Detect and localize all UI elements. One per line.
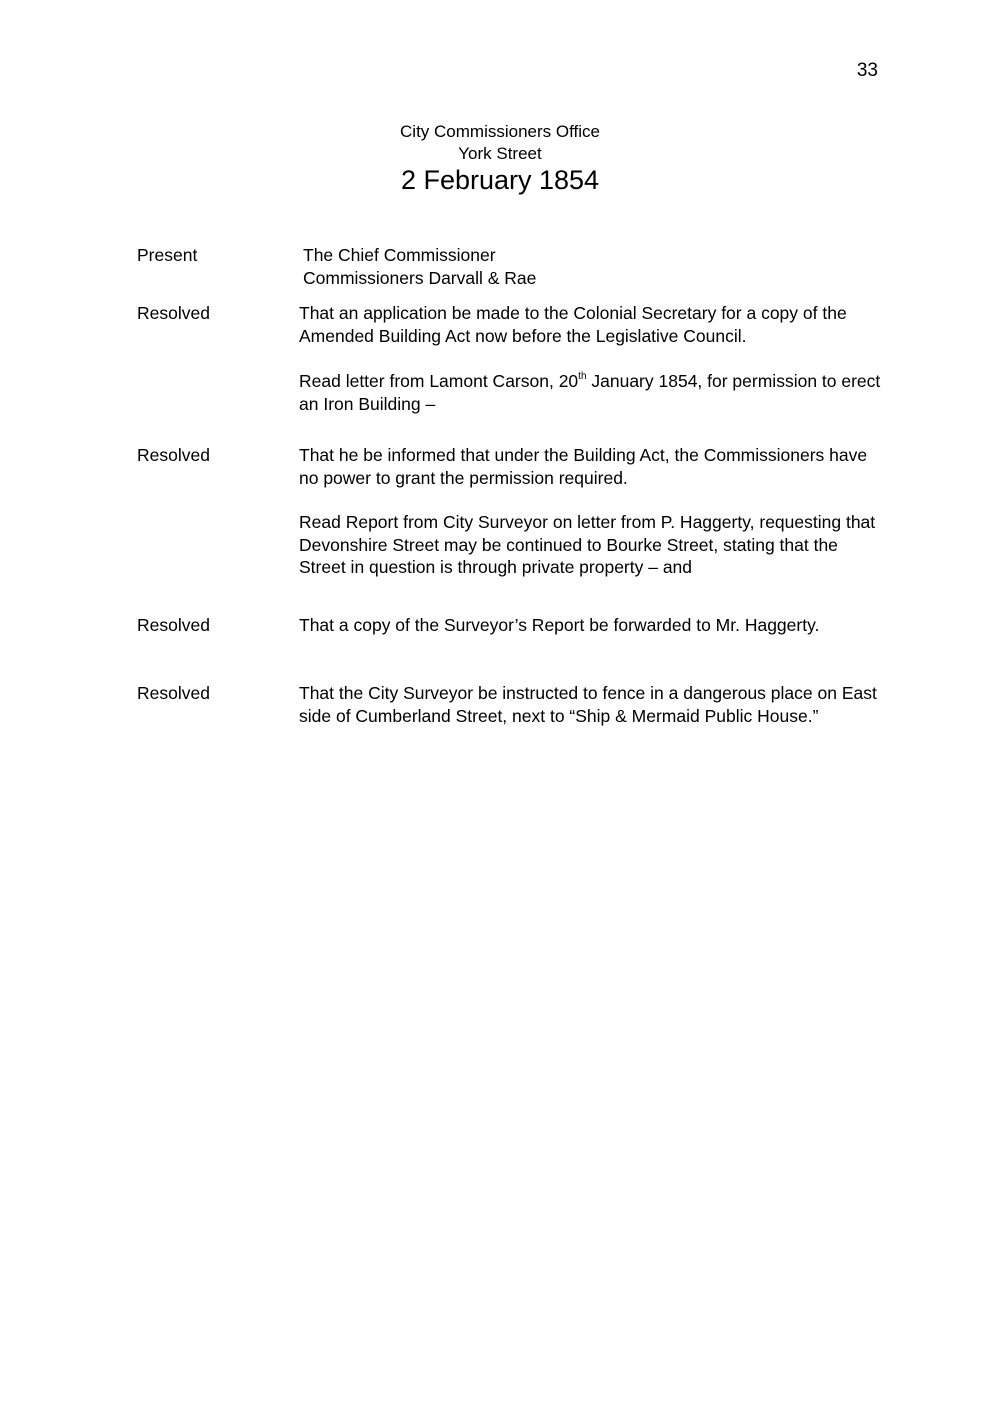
page-number: 33 xyxy=(856,60,878,81)
text-line: Read Report from City Surveyor on letter from P. Haggerty, requesting that xyxy=(299,512,876,532)
resolution-text xyxy=(299,682,939,727)
present-list xyxy=(303,244,943,289)
present-label: Present xyxy=(137,245,198,265)
text-line: That the City Surveyor be instructed to fence in a dangerous place on East xyxy=(299,683,877,703)
text-line: Amended Building Act now before the Legislative Council. xyxy=(299,325,747,346)
text-line xyxy=(299,370,939,393)
text-segment: Read letter from Lamont Carson, 20 xyxy=(299,371,579,391)
text-line: Street in question is through private property – and xyxy=(299,557,693,577)
text-line: That an application be made to the Colonial Secretary for a copy of the xyxy=(299,303,847,323)
resolved-label: Resolved xyxy=(137,615,210,635)
resolution-text xyxy=(299,444,939,489)
text-segment: January 1854, for permission to erect xyxy=(586,371,881,391)
office-name: City Commissioners Office xyxy=(400,122,600,141)
resolution-text xyxy=(299,614,939,637)
superscript: th xyxy=(578,371,587,383)
text-line: an Iron Building – xyxy=(299,393,436,414)
text-line: side of Cumberland Street, next to “Ship & Mermaid Public House.” xyxy=(299,705,819,726)
read-letter-text xyxy=(299,370,939,415)
present-member: Commissioners Darvall & Rae xyxy=(303,267,537,288)
text-line: That he be informed that under the Building Act, the Commissioners have xyxy=(299,445,868,465)
resolved-label: Resolved xyxy=(137,683,210,703)
resolved-label: Resolved xyxy=(137,445,210,465)
text-line: That a copy of the Surveyor’s Report be forwarded to Mr. Haggerty. xyxy=(299,615,820,635)
meeting-date: 2 February 1854 xyxy=(400,165,600,195)
street-name: York Street xyxy=(458,144,542,163)
resolved-label: Resolved xyxy=(137,303,210,323)
text-line: no power to grant the permission required. xyxy=(299,467,628,488)
text-line: Devonshire Street may be continued to Bourke Street, stating that the xyxy=(299,534,838,555)
resolution-text xyxy=(299,302,939,347)
read-report-text xyxy=(299,511,939,579)
present-member: The Chief Commissioner xyxy=(303,245,496,265)
